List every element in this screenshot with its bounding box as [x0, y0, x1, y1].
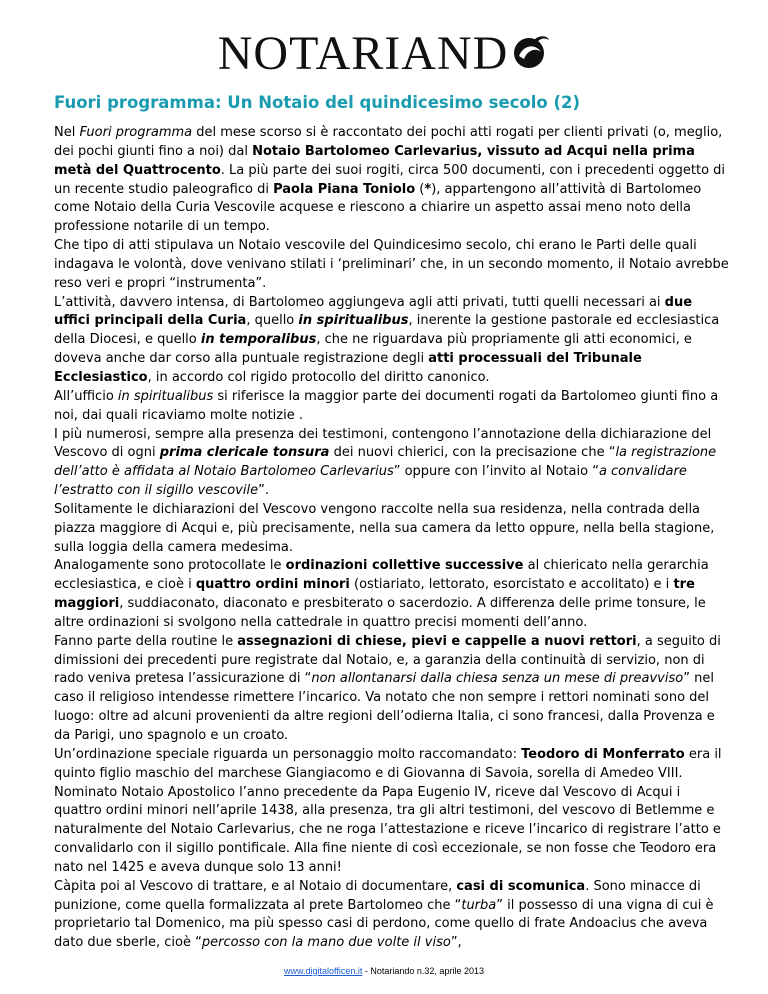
paragraph [54, 557, 730, 632]
text-run: ”. [258, 483, 269, 499]
text-run: non allontanarsi dalla chiesa senza un mese di preavviso [311, 671, 684, 687]
text-run: ” oppure con l’invito al Notaio “ [393, 464, 599, 480]
text-run: ”, [450, 935, 462, 951]
paragraph [54, 426, 730, 501]
text-run: percosso con la mano due volte il viso [201, 935, 451, 951]
text-run: Notaio Bartolomeo Carlevarius, vissuto ad Acqui nella prima metà del Quattrocento [54, 143, 695, 178]
masthead-logo [0, 26, 768, 85]
text-run: Fuori programma [79, 125, 193, 140]
footer-link[interactable]: www.digitalofficen.it [284, 966, 363, 976]
text-run: . Sono minacce di punizione, come quella formalizzata al prete Bartolomeo che “ [54, 878, 701, 913]
paragraph [54, 746, 730, 784]
text-run: (ostiariato, lettorato, esorcistato e accolitato) e i [349, 577, 674, 593]
text-run: , suddiaconato, diaconato e presbiterato o sacerdozio. A differenza delle prime tonsure, le altre ordinazioni si svolgono nella cattedrale in quattro precisi momenti dell’anno. [54, 596, 706, 630]
text-run: atti processuali del Tribunale Ecclesiastico [54, 351, 642, 385]
text-run: , in accordo col rigido protocollo del diritto canonico. [147, 369, 490, 385]
text-run: al chiericato nella gerarchia ecclesiastica, e cioè i [54, 558, 709, 593]
article-title: Fuori programma: Un Notaio del quindicesimo secolo (2) [54, 93, 581, 112]
article-body [54, 124, 730, 953]
paragraph: Che tipo di atti stipulava un Notaio vescovile del Quindicesimo secolo, chi erano le Parti delle quali indagava le volontà, dove venivano stilati i ‘preliminari’ che, in un secondo momento, il Notaio avrebbe reso veri e propri “instrumenta”. [54, 238, 729, 291]
paragraph: Solitamente le dichiarazioni del Vescovo vengono raccolte nella sua residenza, nella contrada della piazza maggiore di Acqui e, più precisamente, nella sua camera da letto oppure, nella bella stagione, sulla loggia della camera medesima. [54, 501, 715, 555]
text-run: . La più parte dei suoi rogiti, circa 500 documenti, con i precedenti oggetto di un recente studio paleografico di [54, 162, 726, 197]
text-run: ( [415, 181, 425, 197]
text-run: Fanno parte della routine le [54, 633, 238, 649]
paragraph: Nominato Notaio Apostolico l’anno precedente da Papa Eugenio IV, riceve dal Vescovo di Acqui i quattro ordini minori nell’aprile 1438, alla presenza, tra gli altri testimoni, del vescovo di Betlemme e naturalmente del Notaio Carlevarius, che ne roga l’attestazione e riceve l’incarico di registrare l’atto e convalidarlo con il sigillo pontificale. Alla fine niente di così eccezionale, se non fosse che Teodoro era nato nel 1425 e aveva dunque solo 13 anni! [54, 784, 721, 875]
paragraph [54, 124, 730, 237]
page-footer [0, 966, 768, 976]
text-run: in spiritualibus [298, 313, 409, 329]
text-run: Càpita poi al Vescovo di trattare, e al Notaio di documentare, [54, 878, 457, 894]
text-run: Analogamente sono protocollate le [54, 558, 286, 574]
text-run: quattro ordini minori [195, 577, 350, 593]
text-run: ), appartengono all’attività di Bartolomeo come Notaio della Curia Vescovile acquese e riescono a chiarire un aspetto assai meno noto della professione notarile di un tempo. [54, 181, 702, 235]
text-run: prima clericale tonsura [159, 445, 330, 461]
text-run: Teodoro di Monferrato [521, 746, 685, 762]
text-run: , quello [246, 313, 299, 329]
text-run: tre maggiori [54, 577, 695, 612]
text-run: a convalidare l’estratto con il sigillo vescovile [54, 464, 687, 499]
text-run: , a seguito di dimissioni dei precedenti pure registrate dal Notaio, e, a garanzia della continuità di servizio, non di rado veniva pretesa l’assicurazione di “ [54, 633, 721, 687]
logo-text: NOTARIAND [217, 27, 509, 80]
text-run: , inerente la gestione pastorale ed ecclesiastica della Diocesi, e quello [54, 313, 720, 348]
text-run: del mese scorso si è raccontato dei pochi atti rogati per clienti privati (o, meglio, dei pochi giunti fino a noi) dal [54, 125, 723, 159]
paragraph [54, 388, 730, 426]
swirl-o-icon [510, 29, 550, 85]
footnote-marker: * [424, 181, 432, 197]
text-run: , che ne riguardava più propriamente gli atti economici, e doveva anche dar corso alla puntuale registrazione degli [54, 332, 692, 367]
text-run: in temporalibus [200, 332, 317, 348]
text-run: ” nel caso il religioso intendesse rimettere l’incarico. Va notato che non sempre i rettori nominati sono del luogo: oltre ad alcuni provenienti da altre regioni dell’odierna Italia, ci sono francesi, dalla Provenza e da Parigi, uno spagnolo e un croato. [54, 671, 715, 743]
text-run: All’ufficio [54, 388, 118, 404]
text-run: ” il possesso di una vigna di cui è proprietario tal Domenico, ma più spesso casi di perdono, come quello di frate Andoacius che aveva dato due sberle, cioè “ [54, 897, 714, 951]
footer-text: - Notariando n.32, aprile 2013 [362, 966, 484, 976]
text-run: ordinazioni collettive successive [285, 558, 524, 574]
text-run: la registrazione dell’atto è affidata al Notaio Bartolomeo Carlevarius [54, 445, 717, 480]
text-run: in spiritualibus [117, 388, 214, 404]
text-run: si riferisce la maggior parte dei documenti rogati da Bartolomeo giunti fino a noi, dai quali ricaviamo molte notizie . [54, 388, 719, 423]
text-run: assegnazioni di chiese, pievi e cappelle a nuovi rettori [237, 633, 637, 649]
paragraph [54, 878, 730, 953]
text-run: dei nuovi chierici, con la precisazione che “ [329, 445, 616, 461]
paragraph [54, 294, 730, 388]
paragraph [54, 633, 730, 746]
text-run: Paola Piana Toniolo [273, 181, 416, 197]
text-run: turba [461, 897, 497, 913]
text-run: Un’ordinazione speciale riguarda un personaggio molto raccomandato: [54, 746, 522, 762]
text-run: Nel [54, 125, 80, 140]
text-run: casi di scomunica [456, 878, 586, 894]
text-run: due uffici principali della Curia [54, 294, 693, 329]
text-run: I più numerosi, sempre alla presenza dei testimoni, contengono l’annotazione della dichiarazione del Vescovo di ogni [54, 426, 712, 461]
text-run: era il quinto figlio maschio del marchese Giangiacomo e di Giovanna di Savoia, sorella di Amedeo VIII. [54, 746, 722, 781]
text-run: L’attività, davvero intensa, di Bartolomeo aggiungeva agli atti privati, tutti quelli necessari ai [54, 294, 665, 310]
